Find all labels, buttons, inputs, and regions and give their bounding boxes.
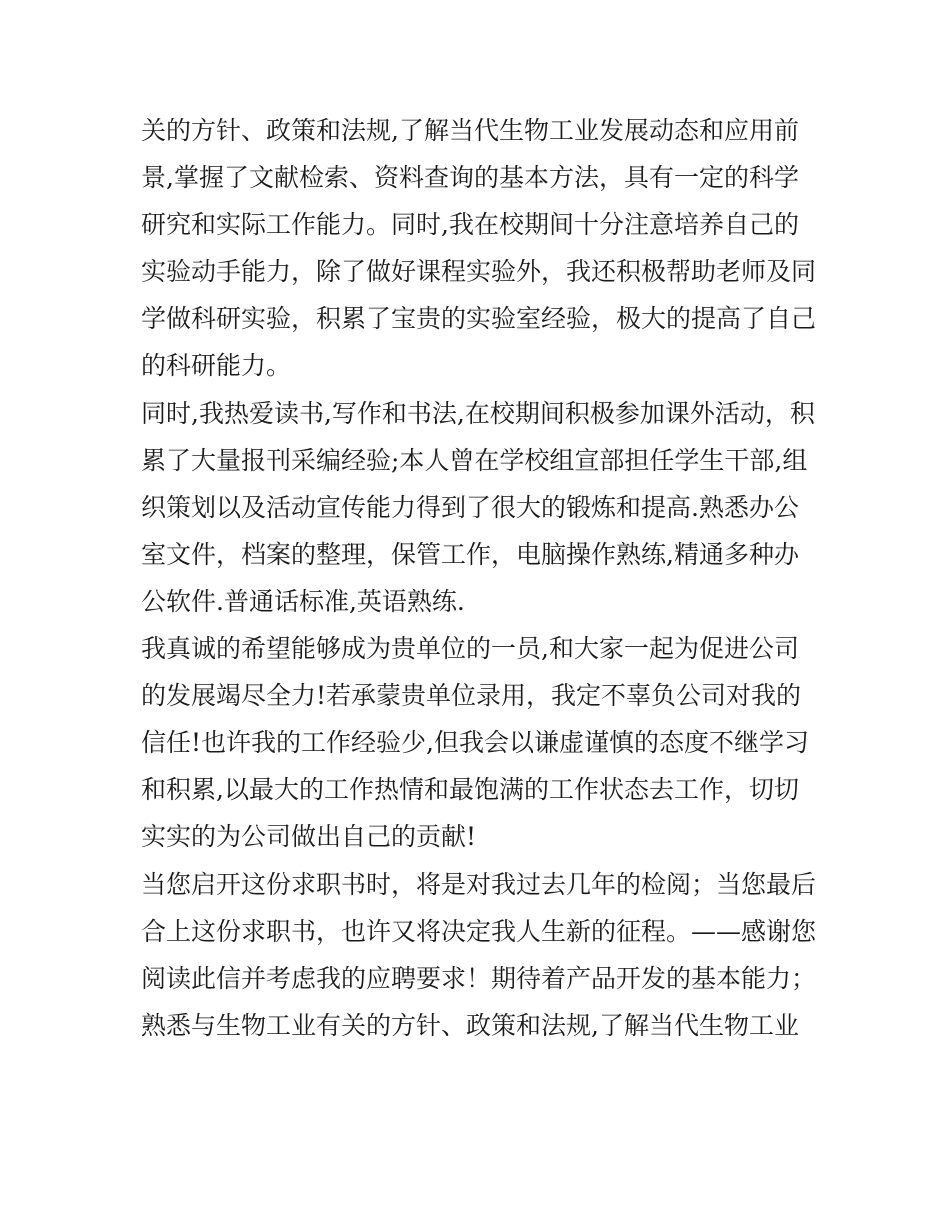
text-line: 累了大量报刊采编经验;本人曾在学校组宣部担任学生干部,组 [141,445,808,475]
text-line: 公软件.普通话标准,英语熟练. [141,586,465,616]
text-line: 景,掌握了文献检索、资料查询的基本方法，具有一定的科学 [141,163,799,193]
text-line: 熟悉与生物工业有关的方针、政策和法规,了解当代生物工业 [141,1010,799,1040]
text-line: 织策划以及活动宣传能力得到了很大的锻炼和提高.熟悉办公 [141,492,799,522]
text-line: 同时,我热爱读书,写作和书法,在校期间积极参加课外活动，积 [141,398,815,428]
text-line: 合上这份求职书，也许又将决定我人生新的征程。——感谢您 [141,916,817,946]
text-line: 我真诚的希望能够成为贵单位的一员,和大家一起为促进公司 [141,634,799,664]
text-line: 实验动手能力，除了做好课程实验外，我还积极帮助老师及同 [141,257,817,287]
text-line: 阅读此信并考虑我的应聘要求！期待着产品开发的基本能力； [141,963,817,993]
text-line: 和积累,以最大的工作热情和最饱满的工作状态去工作，切切 [141,775,799,805]
text-line: 信任!也许我的工作经验少,但我会以谦虚谨慎的态度不继学习 [141,728,809,758]
text-line: 室文件，档案的整理，保管工作，电脑操作熟练,精通多种办 [141,539,799,569]
text-line: 研究和实际工作能力。同时,我在校期间十分注意培养自己的 [141,210,799,240]
letter-body [141,107,821,1049]
text-line: 学做科研实验，积累了宝贵的实验室经验，极大的提高了自己 [141,304,817,334]
text-line: 关的方针、政策和法规,了解当代生物工业发展动态和应用前 [141,116,799,145]
text-line: 当您启开这份求职书时，将是对我过去几年的检阅；当您最后 [141,869,817,899]
text-line: 的科研能力。 [141,351,292,381]
text-line: 的发展竭尽全力!若承蒙贵单位录用，我定不辜负公司对我的 [141,681,802,711]
text-line: 实实的为公司做出自己的贡献! [141,822,477,852]
